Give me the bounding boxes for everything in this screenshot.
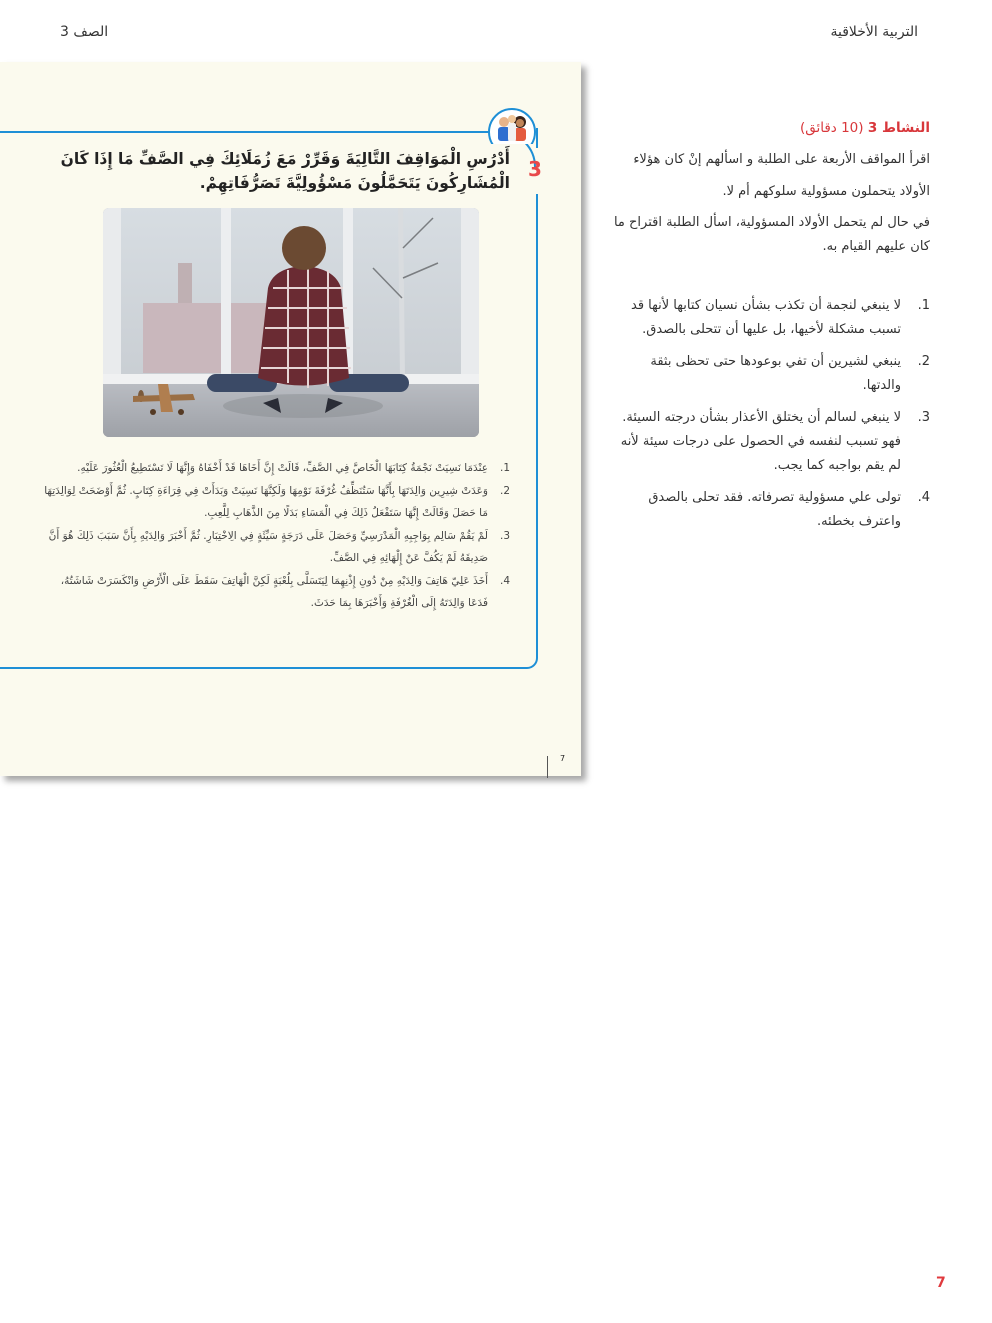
- student-page-preview: [0, 62, 581, 776]
- header-grade: الصف 3: [60, 24, 109, 40]
- page-number: 7: [936, 1275, 946, 1291]
- list-item: 1. لا ينبغي لنجمة أن تكذب بشأن نسيان كتابها لأنها قد تسبب مشكلة لأخيها، بل عليها أن تتحلى بالصدق.: [631, 298, 930, 337]
- activity-number: 3: [528, 157, 542, 181]
- situations-list: [40, 457, 510, 615]
- list-item: 3. لا ينبغي لسالم أن يختلق الأعذار بشأن درجته السيئة. فهو تسبب لنفسه في الحصول على درجات سيئة لأنه لم يقم بواجبه كما يجب.: [620, 410, 930, 473]
- activity-duration: (10 دقائق): [799, 120, 864, 136]
- list-item: 1. عِنْدَمَا نَسِيَتْ نَجْمَةُ كِتَابَهَا الْخَاصَّ فِي الصَّفِّ، قَالَتْ إِنَّ أَخَاهَا قَدْ أَخْفَاهُ وَإِنَّهَا لَا تَسْتَطِيعُ الْعُثُورَ عَلَيْهِ.: [77, 462, 510, 474]
- header-subject: التربية الأخلاقية: [830, 24, 918, 40]
- list-item: 2. وَعَدَتْ شِيرِين وَالِدَتَهَا بِأَنَّهَا سَتُنَظِّفُ غُرْفَةَ نَوْمِهَا وَلَكِنَّهَا نَسِيَتْ وَبَدَأَتْ فِي قِرَاءَةِ كِتَابٍ. ثُمَّ أَوْضَحَتْ لِوَالِدَتِهَا مَا حَصَلَ وَقَالَتْ إِنَّهَا سَتَفْعَلُ ذَلِكَ فِي الْمَسَاءِ بَدَلًا مِنَ الذَّهَابِ لِلَّعِبِ.: [44, 485, 510, 519]
- kids-group-icon: [488, 106, 536, 144]
- list-item: 2. ينبغي لشيرين أن تفي بوعودها حتى تحظى بثقة والدتها.: [650, 354, 930, 393]
- list-item: 4. أَخَذَ عَلِيّ هَاتِفَ وَالِدَيْهِ مِنْ دُونِ إِذْنِهِمَا لِيَتَسَلَّى بِلُعْبَةٍ لَكِنَّ الْهَاتِفَ سَقَطَ عَلَى الْأَرْضِ وَانْكَسَرَتْ شَاشَتُهُ، فَدَعَا وَالِدَتَهُ إِلَى الْغُرْفَةِ وَأَخْبَرَهَا بِمَا حَدَثَ.: [60, 575, 510, 609]
- instruction-paragraph: الأولاد يتحملون مسؤولية سلوكهم أم لا.: [722, 184, 930, 199]
- student-page-number: 7: [560, 754, 566, 763]
- list-item: 4. تولى علي مسؤولية تصرفاته. فقد تحلى بالصدق واعترف بخطئه.: [648, 490, 930, 529]
- activity-title: أَدْرُسِ الْمَوَاقِفَ التَّالِيَةَ وَقَرِّرْ مَعَ زُمَلَائِكَ فِي الصَّفِّ مَا إِذَا كَانَ الْمُشَارِكُونَ يَتَحَمَّلُونَ مَسْؤُولِيَّةَ تَصَرُّفَاتِهِمْ.: [60, 150, 510, 192]
- instruction-paragraph: اقرأ المواقف الأربعة على الطلبة و اسألهم إنْ كان هؤلاء: [633, 152, 930, 167]
- boy-with-toy-plane-photo: [103, 208, 479, 437]
- activity-label: النشاط 3: [867, 120, 930, 136]
- list-item: 3. لَمْ يَقُمْ سَالِم بِوَاجِبِهِ الْمَدْرَسِيِّ وَحَصَلَ عَلَى دَرَجَةٍ سَيِّئَةٍ فِي الِاخْتِبَارِ. ثُمَّ أَخْبَرَ وَالِدَيْهِ بِأَنَّ سَبَبَ ذَلِكَ هُوَ أَنَّ صَدِيقَهُ لَمْ يَكُفَّ عَنْ إِلْهَائِهِ فِي الصَّفِّ.: [48, 530, 510, 564]
- page-number-divider: [547, 756, 548, 778]
- answers-list: [610, 294, 930, 542]
- instruction-paragraph: في حال لم يتحمل الأولاد المسؤولية، اسأل الطلبة اقتراح ما كان عليهم القيام به.: [613, 215, 930, 254]
- activity-heading: [800, 120, 930, 136]
